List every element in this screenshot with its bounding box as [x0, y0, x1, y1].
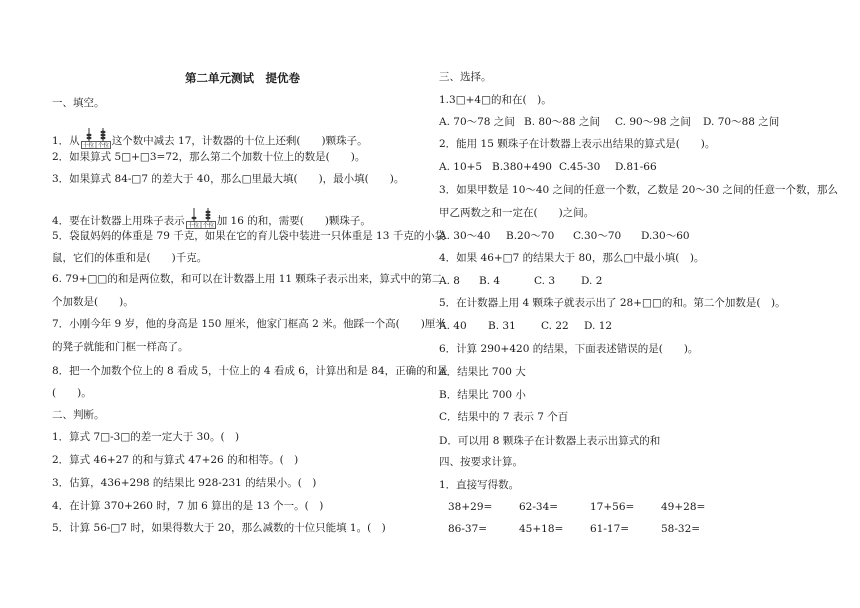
calc-sub1: 1．直接写得数。 [439, 479, 520, 491]
choice-q6: 6．计算 290+420 的结果，下面表述错误的是( )。 [439, 343, 699, 355]
section-calc-heading: 四、按要求计算。 [439, 456, 523, 468]
left-column [52, 0, 448, 608]
fill-q5-line1: 5．袋鼠妈妈的体重是 79 千克，如果在它的育儿袋中装进一只体重是 13 千克的小袋 [52, 230, 446, 242]
page-title: 第二单元测试 提优卷 [185, 71, 300, 85]
fill-q1: 1．从 十位 个位 这个数中减去 17，计数器的十位上还剩( )颗珠子。 [52, 128, 368, 148]
choice-q6-option-b: B．结果比 700 小 [439, 389, 526, 401]
section-judge-heading: 二、判断。 [52, 409, 105, 421]
svg-text:十位: 十位 [187, 223, 199, 230]
svg-text:个位: 个位 [97, 143, 109, 150]
choice-q3-line2: 甲乙两数之和一定在( )之间。 [439, 207, 595, 219]
option-b: B. 4 [479, 275, 501, 287]
abacus-figure [81, 128, 111, 148]
judge-q3: 3．估算，436+298 的结果比 928-231 的结果小。( ) [52, 477, 317, 489]
option-d: D. 70～88 之间 [703, 116, 780, 128]
fill-q7-line2: 的凳子就能和门框一样高了。 [52, 341, 189, 353]
fill-q5-line2: 鼠，它们的体重和是( )千克。 [52, 252, 208, 264]
choice-q6-option-d: D．可以用 8 颗珠子在计数器上表示出算式的和 [439, 435, 661, 447]
fill-q6-line1: 6. 79+□□的和是两位数，和可以在计数器上用 11 颗珠子表示出来，算式中的第二 [52, 273, 443, 285]
judge-q5: 5．计算 56-□7 时，如果得数大于 20，那么减数的十位只能填 1。( ) [52, 522, 386, 534]
option-d: D.30～60 [641, 230, 690, 242]
judge-q1: 1．算式 7□-3□的差一定大于 30。( ) [52, 431, 240, 443]
choice-q5: 5．在计数器上用 4 颗珠子就表示出了 28+□□的和。第二个加数是( )。 [439, 297, 786, 309]
right-column [439, 0, 838, 608]
option-c: C.30～70 [573, 230, 622, 242]
choice-q6-option-a: A．结果比 700 大 [439, 366, 526, 378]
fill-q6-line2: 个加数是( )。 [52, 296, 134, 308]
calc-item: 58-32= [661, 523, 701, 535]
fill-q7-line1: 7．小刚今年 9 岁，他的身高是 150 厘米，他家门框高 2 米。他踩一个高( )厘米 [52, 318, 446, 330]
abacus-figure [186, 208, 216, 228]
option-a: A. 10+5 [439, 161, 483, 173]
calc-item: 49+28= [661, 501, 706, 513]
option-d: D.81-66 [615, 161, 657, 173]
choice-q3-line1: 3．如果甲数是 10～40 之间的任意一个数，乙数是 20～30 之间的任意一个数，那么 [439, 184, 838, 196]
svg-text:十位: 十位 [82, 143, 94, 150]
option-b: B.20～70 [506, 230, 555, 242]
section-fill-blank-heading: 一、填空。 [52, 97, 105, 109]
choice-q4: 4．如果 46+□7 的结果大于 80，那么□中最小填( )。 [439, 252, 705, 264]
calc-item: 45+18= [519, 523, 564, 535]
svg-text:个位: 个位 [202, 223, 214, 230]
fill-q3: 3．如果算式 84-□7 的差大于 40，那么□里最大填( )，最小填( )。 [52, 173, 405, 185]
judge-q4: 4．在计算 370+260 时，7 加 6 算出的是 13 个一。( ) [52, 500, 324, 512]
fill-q4: 4．要在计数器上用珠子表示 十位 个位 加 16 的和，需要( )颗珠子。 [52, 208, 371, 228]
option-d: D. 12 [584, 320, 613, 332]
calc-item: 17+56= [590, 501, 635, 513]
option-b: B. 80～88 之间 [524, 116, 600, 128]
fill-q8-line1: 8．把一个加数个位上的 8 看成 5，十位上的 4 看成 6，计算出和是 84，正确的和是 [52, 365, 448, 377]
option-a: A. 40 [439, 320, 467, 332]
calc-item: 61-17= [590, 523, 630, 535]
calc-item: 38+29= [448, 501, 493, 513]
choice-q1: 1.3□+4□的和在( )。 [439, 94, 552, 106]
option-d: D. 2 [581, 275, 603, 287]
option-a: A. 30～40 [439, 230, 491, 242]
option-c: C. 3 [534, 275, 556, 287]
option-a: A. 70～78 之间 [439, 116, 515, 128]
option-b: B.380+490 [492, 161, 552, 173]
fill-q2: 2．如果算式 5□+□3=72，那么第二个加数十位上的数是( )。 [52, 151, 366, 163]
judge-q2: 2．算式 46+27 的和与算式 47+26 的和相等。( ) [52, 454, 299, 466]
choice-q6-option-c: C．结果中的 7 表示 7 个百 [439, 411, 569, 423]
option-c: C. 22 [541, 320, 569, 332]
calc-item: 62-34= [519, 501, 559, 513]
option-c: C. 90～98 之间 [615, 116, 691, 128]
option-a: A. 8 [439, 275, 460, 287]
choice-q2: 2．能用 15 颗珠子在计数器上表示出结果的算式是( )。 [439, 138, 716, 150]
calc-item: 86-37= [448, 523, 488, 535]
option-c: C.45-30 [559, 161, 601, 173]
option-b: B. 31 [488, 320, 516, 332]
fill-q8-line2: ( )。 [52, 387, 92, 399]
section-choice-heading: 三、选择。 [439, 71, 492, 83]
